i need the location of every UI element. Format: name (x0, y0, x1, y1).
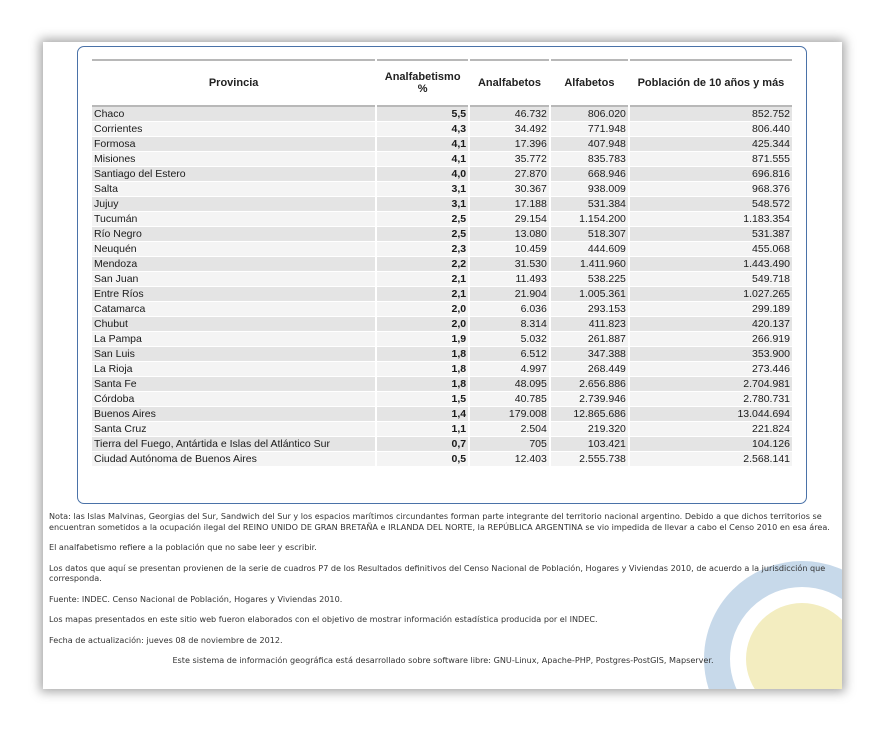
cell-analfabetos: 17.188 (470, 197, 549, 212)
cell-alfabetos: 411.823 (551, 317, 628, 332)
table-row (92, 227, 792, 242)
literacy-table (90, 59, 794, 467)
table-row (92, 182, 792, 197)
cell-provincia: Catamarca (92, 302, 375, 317)
cell-analfabetismo-pct: 0,7 (377, 437, 468, 452)
table-row (92, 122, 792, 137)
table-row (92, 332, 792, 347)
cell-alfabetos: 1.411.960 (551, 257, 628, 272)
cell-provincia: Tucumán (92, 212, 375, 227)
cell-provincia: Santa Cruz (92, 422, 375, 437)
cell-provincia: Neuquén (92, 242, 375, 257)
cell-provincia: San Juan (92, 272, 375, 287)
cell-alfabetos: 268.449 (551, 362, 628, 377)
cell-poblacion: 1.183.354 (630, 212, 792, 227)
cell-poblacion: 806.440 (630, 122, 792, 137)
cell-provincia: Mendoza (92, 257, 375, 272)
cell-analfabetismo-pct: 1,8 (377, 377, 468, 392)
cell-poblacion: 871.555 (630, 152, 792, 167)
table-row (92, 392, 792, 407)
cell-analfabetismo-pct: 4,0 (377, 167, 468, 182)
cell-analfabetos: 27.870 (470, 167, 549, 182)
cell-poblacion: 852.752 (630, 107, 792, 122)
cell-poblacion: 549.718 (630, 272, 792, 287)
cell-poblacion: 2.704.981 (630, 377, 792, 392)
cell-alfabetos: 531.384 (551, 197, 628, 212)
cell-poblacion: 221.824 (630, 422, 792, 437)
cell-analfabetismo-pct: 2,5 (377, 212, 468, 227)
cell-poblacion: 1.443.490 (630, 257, 792, 272)
cell-alfabetos: 407.948 (551, 137, 628, 152)
cell-alfabetos: 835.783 (551, 152, 628, 167)
note-fuente: Fuente: INDEC. Censo Nacional de Población, Hogares y Viviendas 2010. (49, 593, 343, 604)
cell-provincia: Santa Fe (92, 377, 375, 392)
cell-poblacion: 266.919 (630, 332, 792, 347)
table-row (92, 287, 792, 302)
cell-provincia: La Pampa (92, 332, 375, 347)
cell-poblacion: 531.387 (630, 227, 792, 242)
cell-analfabetismo-pct: 2,5 (377, 227, 468, 242)
cell-alfabetos: 103.421 (551, 437, 628, 452)
cell-alfabetos: 668.946 (551, 167, 628, 182)
cell-alfabetos: 347.388 (551, 347, 628, 362)
cell-provincia: Formosa (92, 137, 375, 152)
cell-poblacion: 1.027.265 (630, 287, 792, 302)
header-alfabetos: Alfabetos (551, 59, 628, 107)
table-row (92, 242, 792, 257)
cell-poblacion: 696.816 (630, 167, 792, 182)
cell-analfabetos: 34.492 (470, 122, 549, 137)
cell-analfabetismo-pct: 2,0 (377, 302, 468, 317)
cell-alfabetos: 2.656.886 (551, 377, 628, 392)
cell-analfabetismo-pct: 2,0 (377, 317, 468, 332)
cell-analfabetos: 35.772 (470, 152, 549, 167)
cell-poblacion: 104.126 (630, 437, 792, 452)
table-row (92, 437, 792, 452)
table-row (92, 452, 792, 467)
cell-alfabetos: 444.609 (551, 242, 628, 257)
cell-analfabetos: 6.036 (470, 302, 549, 317)
table-row (92, 272, 792, 287)
note-software: Este sistema de información geográfica está desarrollado sobre software libre: GNU-Linux, Apache-PHP, Postgres-PostGIS, Mapserver. (172, 655, 714, 665)
cell-poblacion: 299.189 (630, 302, 792, 317)
cell-provincia: Chubut (92, 317, 375, 332)
cell-provincia: Córdoba (92, 392, 375, 407)
cell-alfabetos: 12.865.686 (551, 407, 628, 422)
table-row (92, 137, 792, 152)
cell-poblacion: 273.446 (630, 362, 792, 377)
cell-poblacion: 13.044.694 (630, 407, 792, 422)
table-body (92, 107, 792, 467)
table-row (92, 152, 792, 167)
note-definition: El analfabetismo refiere a la población que no sabe leer y escribir. (49, 542, 317, 552)
header-analfabetismo (377, 59, 468, 107)
cell-analfabetismo-pct: 5,5 (377, 107, 468, 122)
cell-provincia: Misiones (92, 152, 375, 167)
cell-poblacion: 420.137 (630, 317, 792, 332)
cell-analfabetos: 4.997 (470, 362, 549, 377)
cell-analfabetismo-pct: 2,3 (377, 242, 468, 257)
cell-analfabetos: 6.512 (470, 347, 549, 362)
note-malvinas: Nota: las Islas Malvinas, Georgias del Sur, Sandwich del Sur y los espacios marítimos circundantes forman parte integrante del territorio nacional argentino. Debido a que dichos territorios se encuentran sometidos a la ocupación ilegal del REINO UNIDO DE GRAN BRETAÑA e IRLANDA DEL NORTE, la REPÚBLICA ARGENTINA se vio impedida de llevar a cabo el Censo 2010 en esa área. (49, 511, 830, 532)
table-row (92, 257, 792, 272)
header-percent-unit: % (417, 83, 428, 95)
cell-analfabetismo-pct: 2,1 (377, 287, 468, 302)
cell-analfabetismo-pct: 4,1 (377, 137, 468, 152)
table-row (92, 362, 792, 377)
table-row (92, 212, 792, 227)
page-card (43, 42, 842, 689)
table-row (92, 167, 792, 182)
cell-poblacion: 455.068 (630, 242, 792, 257)
cell-analfabetos: 10.459 (470, 242, 549, 257)
cell-poblacion: 548.572 (630, 197, 792, 212)
cell-analfabetismo-pct: 1,9 (377, 332, 468, 347)
cell-analfabetos: 2.504 (470, 422, 549, 437)
cell-alfabetos: 806.020 (551, 107, 628, 122)
cell-provincia: La Rioja (92, 362, 375, 377)
cell-analfabetismo-pct: 0,5 (377, 452, 468, 467)
header-poblacion: Población de 10 años y más (630, 59, 792, 107)
cell-analfabetos: 30.367 (470, 182, 549, 197)
cell-analfabetos: 46.732 (470, 107, 549, 122)
table-row (92, 407, 792, 422)
cell-alfabetos: 1.005.361 (551, 287, 628, 302)
cell-analfabetismo-pct: 4,3 (377, 122, 468, 137)
cell-alfabetos: 1.154.200 (551, 212, 628, 227)
cell-analfabetos: 11.493 (470, 272, 549, 287)
note-fecha: Fecha de actualización: jueves 08 de noviembre de 2012. (49, 634, 283, 645)
cell-poblacion: 2.568.141 (630, 452, 792, 467)
cell-analfabetismo-pct: 4,1 (377, 152, 468, 167)
cell-analfabetismo-pct: 2,1 (377, 272, 468, 287)
cell-poblacion: 2.780.731 (630, 392, 792, 407)
cell-analfabetos: 40.785 (470, 392, 549, 407)
table-row (92, 347, 792, 362)
cell-provincia: Jujuy (92, 197, 375, 212)
note-mapas: Los mapas presentados en este sitio web fueron elaborados con el objetivo de mostrar información estadística producida por el INDEC. (49, 614, 598, 624)
cell-poblacion: 968.376 (630, 182, 792, 197)
cell-alfabetos: 261.887 (551, 332, 628, 347)
table-row (92, 422, 792, 437)
cell-analfabetismo-pct: 2,2 (377, 257, 468, 272)
table-row (92, 107, 792, 122)
cell-alfabetos: 293.153 (551, 302, 628, 317)
table-row (92, 197, 792, 212)
cell-provincia: San Luis (92, 347, 375, 362)
table-header-row (92, 59, 792, 107)
cell-alfabetos: 938.009 (551, 182, 628, 197)
header-analfabetos: Analfabetos (470, 59, 549, 107)
cell-provincia: Tierra del Fuego, Antártida e Islas del Atlántico Sur (92, 437, 375, 452)
cell-analfabetismo-pct: 1,4 (377, 407, 468, 422)
cell-analfabetismo-pct: 1,8 (377, 347, 468, 362)
cell-alfabetos: 2.739.946 (551, 392, 628, 407)
table-container (77, 46, 807, 504)
cell-provincia: Corrientes (92, 122, 375, 137)
table-row (92, 317, 792, 332)
cell-analfabetos: 705 (470, 437, 549, 452)
cell-analfabetismo-pct: 1,1 (377, 422, 468, 437)
cell-provincia: Santiago del Estero (92, 167, 375, 182)
cell-analfabetos: 8.314 (470, 317, 549, 332)
cell-provincia: Ciudad Autónoma de Buenos Aires (92, 452, 375, 467)
cell-analfabetos: 17.396 (470, 137, 549, 152)
cell-analfabetismo-pct: 3,1 (377, 197, 468, 212)
cell-analfabetos: 48.095 (470, 377, 549, 392)
cell-provincia: Entre Ríos (92, 287, 375, 302)
cell-poblacion: 425.344 (630, 137, 792, 152)
table-row (92, 302, 792, 317)
cell-alfabetos: 219.320 (551, 422, 628, 437)
cell-alfabetos: 771.948 (551, 122, 628, 137)
cell-analfabetos: 21.904 (470, 287, 549, 302)
note-data-source: Los datos que aquí se presentan provienen de la serie de cuadros P7 de los Resultados definitivos del Censo Nacional de Población, Hogares y Viviendas 2010, de acuerdo a la jurisdicción que corresponda. (49, 562, 826, 583)
cell-provincia: Río Negro (92, 227, 375, 242)
cell-provincia: Salta (92, 182, 375, 197)
cell-alfabetos: 538.225 (551, 272, 628, 287)
cell-provincia: Buenos Aires (92, 407, 375, 422)
cell-analfabetos: 12.403 (470, 452, 549, 467)
table-row (92, 377, 792, 392)
cell-provincia: Chaco (92, 107, 375, 122)
cell-analfabetos: 29.154 (470, 212, 549, 227)
cell-analfabetismo-pct: 1,5 (377, 392, 468, 407)
cell-analfabetos: 179.008 (470, 407, 549, 422)
header-provincia: Provincia (92, 59, 375, 107)
cell-analfabetos: 5.032 (470, 332, 549, 347)
cell-analfabetos: 13.080 (470, 227, 549, 242)
header-analfabetismo-label: Analfabetismo (384, 71, 461, 83)
cell-analfabetismo-pct: 3,1 (377, 182, 468, 197)
notes-section (49, 511, 837, 676)
cell-alfabetos: 2.555.738 (551, 452, 628, 467)
cell-analfabetos: 31.530 (470, 257, 549, 272)
cell-alfabetos: 518.307 (551, 227, 628, 242)
cell-analfabetismo-pct: 1,8 (377, 362, 468, 377)
cell-poblacion: 353.900 (630, 347, 792, 362)
